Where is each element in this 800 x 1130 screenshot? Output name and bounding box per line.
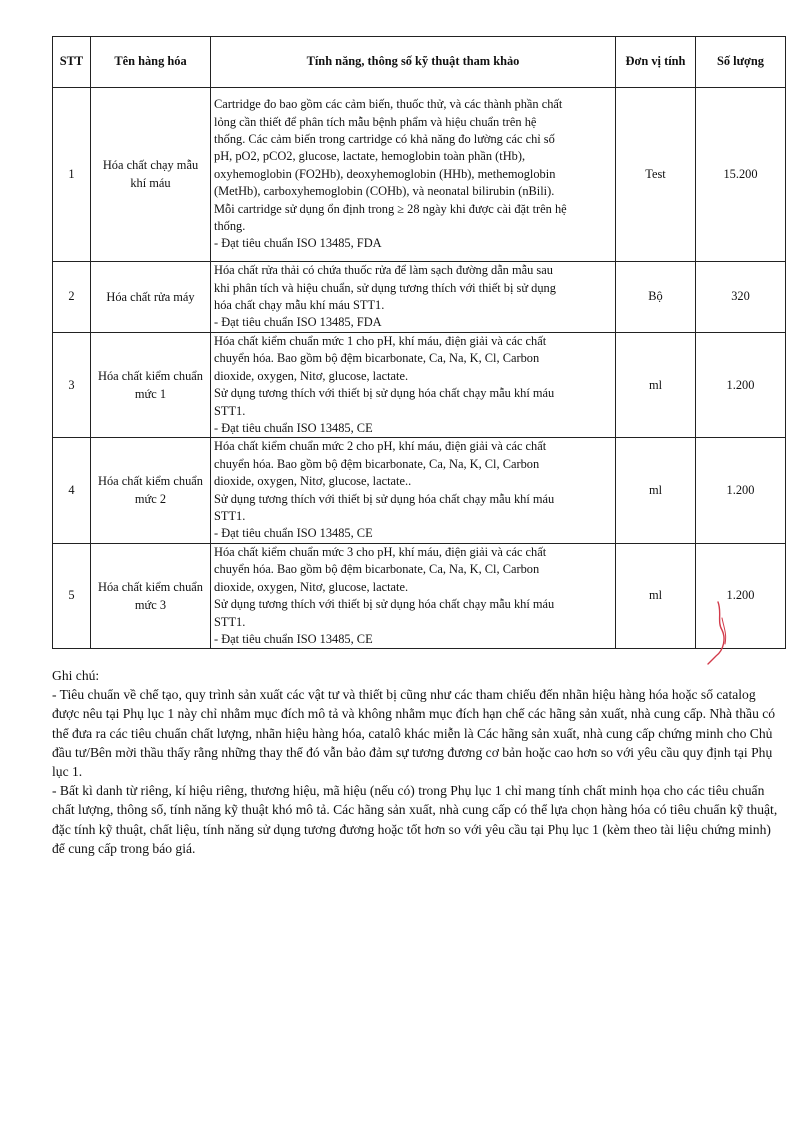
item-name: Hóa chất kiểm chuẩn mức 2 — [98, 474, 203, 507]
item-quantity: 1.200 — [696, 333, 786, 438]
item-unit: ml — [616, 333, 696, 438]
item-unit: ml — [616, 543, 696, 648]
spec-line: - Đạt tiêu chuẩn ISO 13485, FDA — [214, 236, 382, 251]
item-spec-cell — [211, 438, 616, 543]
spec-line: STT1. — [214, 509, 246, 524]
item-name-cell — [91, 543, 211, 648]
row-number: 2 — [53, 262, 91, 333]
notes-paragraph-1: - Tiêu chuẩn về chế tạo, quy trình sản xuất các vật tư và thiết bị cũng như các tham chiếu đến nhãn hiệu hàng hóa hoặc số catalog được nêu tại Phụ lục 1 này chỉ nhằm mục đích mô tả và không nhằm mục đích hạn chế các hãng sản xuất, nhà cung cấp. Nhà thầu có thể đưa ra các tiêu chuẩn chất lượng, nhãn hiệu hàng hóa, catalô khác miễn là Các hãng sản xuất, nhà cung cấp chứng minh cho Chủ đầu tư/Bên mời thầu thấy rằng những thay thế đó vẫn bảo đảm sự tương đương cơ bản hoặc cao hơn so với yêu cầu quy định tại Phụ lục 1. — [52, 687, 776, 780]
item-spec-cell — [211, 333, 616, 438]
item-unit: ml — [616, 438, 696, 543]
item-unit: Bộ — [616, 262, 696, 333]
spec-line: Hóa chất rửa thải có chứa thuốc rửa để làm sạch đường dẫn mẫu sau — [214, 263, 553, 278]
spec-line: chuyển hóa. Bao gồm bộ đệm bicarbonate, Ca, Na, K, Cl, Carbon — [214, 456, 540, 471]
item-name: Hóa chất kiểm chuẩn mức 1 — [98, 369, 203, 402]
spec-line: chuyển hóa. Bao gồm bộ đệm bicarbonate, Ca, Na, K, Cl, Carbon — [214, 351, 540, 366]
item-quantity: 320 — [696, 262, 786, 333]
notes-section — [52, 666, 782, 858]
item-name: Hóa chất kiểm chuẩn mức 3 — [98, 579, 203, 612]
row-number: 4 — [53, 438, 91, 543]
spec-line: thống. Các cảm biến trong cartridge có khả năng đo lường các chỉ số — [214, 131, 555, 146]
spec-line: STT1. — [214, 403, 246, 418]
spec-line: - Đạt tiêu chuẩn ISO 13485, CE — [214, 631, 373, 646]
row-number: 1 — [53, 88, 91, 262]
spec-line: oxyhemoglobin (FO2Hb), deoxyhemoglobin (HHb), methemoglobin — [214, 166, 556, 181]
spec-line: dioxide, oxygen, Nitơ, glucose, lactate.. — [214, 474, 412, 489]
table-row — [53, 543, 786, 648]
table-row — [53, 88, 786, 262]
spec-line: thống. — [214, 219, 246, 234]
spec-line: Sử dụng tương thích với thiết bị sử dụng hóa chất chạy mẫu khí máu — [214, 597, 555, 612]
item-name-cell — [91, 438, 211, 543]
spec-line: Sử dụng tương thích với thiết bị sử dụng hóa chất chạy mẫu khí máu — [214, 491, 555, 506]
item-name-cell — [91, 333, 211, 438]
item-quantity: 15.200 — [696, 88, 786, 262]
item-quantity: 1.200 — [696, 543, 786, 648]
item-spec-cell — [211, 262, 616, 333]
row-number: 3 — [53, 333, 91, 438]
item-spec-cell — [211, 88, 616, 262]
item-unit: Test — [616, 88, 696, 262]
header-name: Tên hàng hóa — [91, 37, 211, 88]
item-name: Hóa chất rửa máy — [106, 289, 195, 304]
signature-mark — [700, 598, 740, 668]
spec-line: chuyển hóa. Bao gồm bộ đệm bicarbonate, Ca, Na, K, Cl, Carbon — [214, 562, 540, 577]
item-spec-cell — [211, 543, 616, 648]
item-name-cell — [91, 88, 211, 262]
notes-paragraph-2: - Bất kì danh từ riêng, kí hiệu riêng, thương hiệu, mã hiệu (nếu có) trong Phụ lục 1 chỉ mang tính chất minh họa cho các tiêu chuẩn chất lượng, thông số, tính năng kỹ thuật khó mô tả. Các hãng sản xuất, nhà cung cấp có thể lựa chọn hàng hóa có tiêu chuẩn kỹ thuật, đặc tính kỹ thuật, chất liệu, tính năng sử dụng tương đương hoặc tốt hơn so với yêu cầu tại Phụ lục 1 (kèm theo tài liệu chứng minh) để cung cấp trong báo giá. — [52, 783, 778, 856]
spec-table — [52, 36, 786, 649]
spec-line: pH, pO2, pCO2, glucose, lactate, hemoglobin toàn phần (tHb), — [214, 149, 526, 164]
spec-line: Hóa chất kiểm chuẩn mức 3 cho pH, khí máu, điện giải và các chất — [214, 544, 547, 559]
spec-line: dioxide, oxygen, Nitơ, glucose, lactate. — [214, 368, 409, 383]
item-name: Hóa chất chạy mẫu khí máu — [102, 158, 199, 191]
spec-line: Hóa chất kiểm chuẩn mức 2 cho pH, khí máu, điện giải và các chất — [214, 439, 547, 454]
spec-line: dioxide, oxygen, Nitơ, glucose, lactate. — [214, 579, 409, 594]
header-stt: STT — [53, 37, 91, 88]
notes-heading: Ghi chú: — [52, 668, 100, 683]
spec-line: Cartridge đo bao gồm các cảm biến, thuốc thử, và các thành phần chất — [214, 97, 563, 112]
table-header-row — [53, 37, 786, 88]
row-number: 5 — [53, 543, 91, 648]
header-spec: Tính năng, thông số kỹ thuật tham khảo — [211, 37, 616, 88]
header-unit: Đơn vị tính — [616, 37, 696, 88]
spec-line: Hóa chất kiểm chuẩn mức 1 cho pH, khí máu, điện giải và các chất — [214, 334, 547, 348]
spec-line: - Đạt tiêu chuẩn ISO 13485, FDA — [214, 315, 382, 330]
item-name-cell — [91, 262, 211, 333]
spec-line: lỏng cần thiết để phân tích mẫu bệnh phẩm và hiệu chuẩn trên hệ — [214, 114, 537, 129]
spec-line: - Đạt tiêu chuẩn ISO 13485, CE — [214, 526, 373, 541]
spec-line: Sử dụng tương thích với thiết bị sử dụng hóa chất chạy mẫu khí máu — [214, 386, 555, 401]
spec-line: (MetHb), carboxyhemoglobin (COHb), và neonatal bilirubin (nBili). — [214, 184, 555, 199]
item-quantity: 1.200 — [696, 438, 786, 543]
spec-line: khi phân tích và hiệu chuẩn, sử dụng tương thích với thiết bị sử dụng — [214, 280, 556, 295]
table-row — [53, 438, 786, 543]
spec-line: Mỗi cartridge sử dụng ổn định trong ≥ 28 ngày khi được cài đặt trên hệ — [214, 201, 567, 216]
spec-line: hóa chất chạy mẫu khí máu STT1. — [214, 298, 385, 312]
spec-line: - Đạt tiêu chuẩn ISO 13485, CE — [214, 421, 373, 436]
table-row — [53, 262, 786, 333]
spec-line: STT1. — [214, 614, 246, 629]
table-row — [53, 333, 786, 438]
header-qty: Số lượng — [696, 37, 786, 88]
